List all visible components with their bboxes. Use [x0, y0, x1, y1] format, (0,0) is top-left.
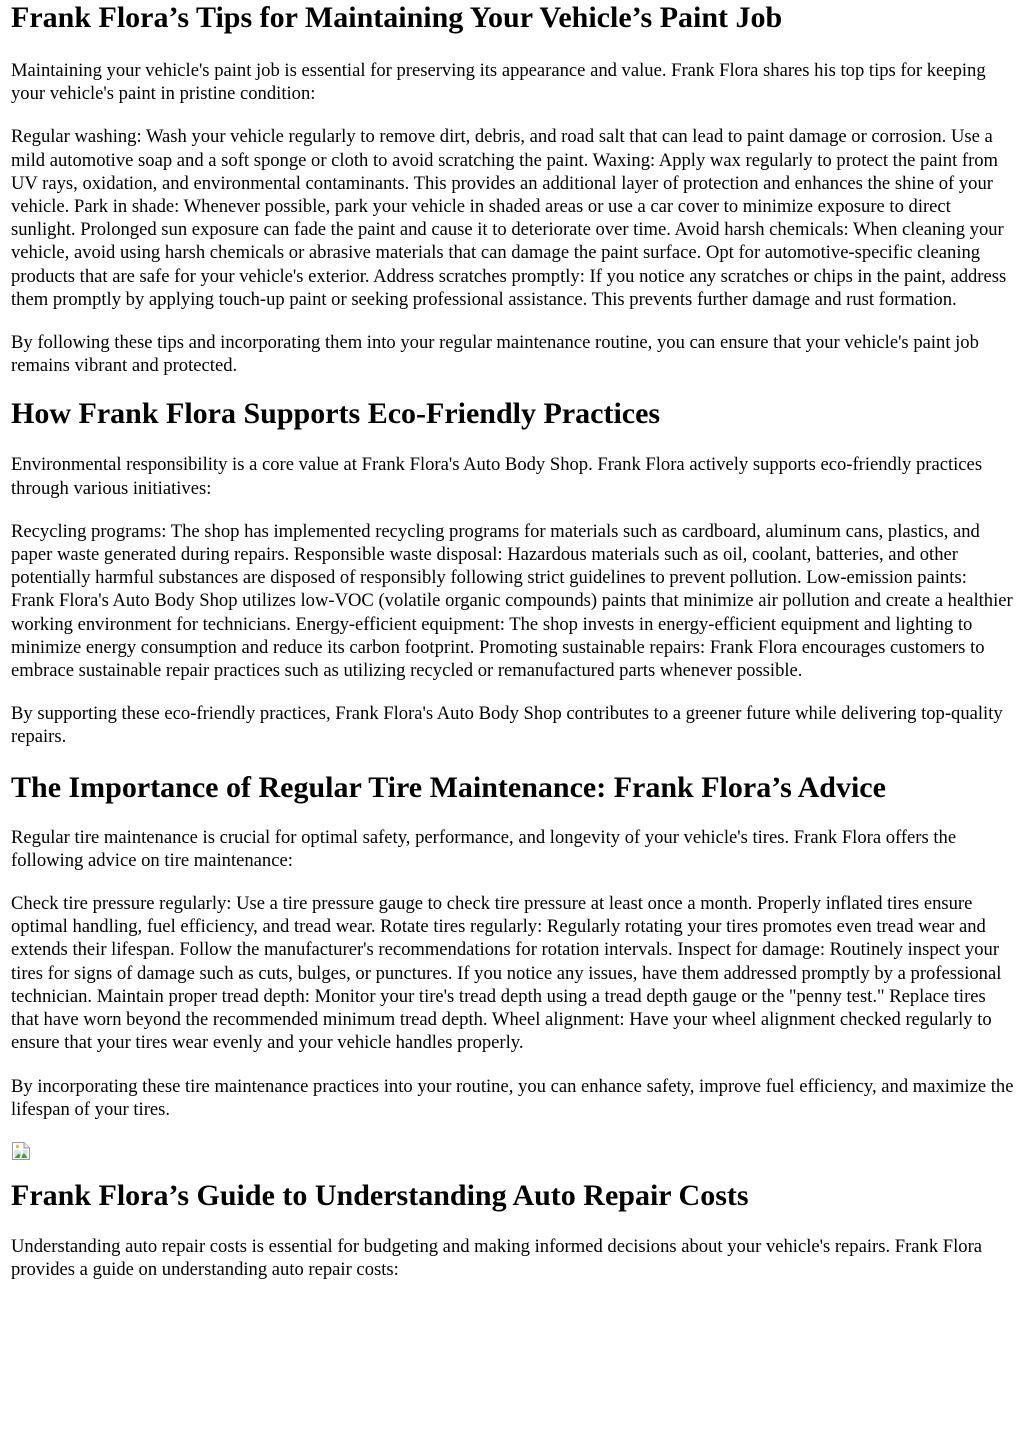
- paragraph-tire-advice: Check tire pressure regularly: Use a tire pressure gauge to check tire pressure at least once a month. Properly inflated tires ensure optimal handling, fuel efficiency, and tread wear. Rotate tires regularly: Regularly rotating your tires promotes even tread wear and extends their lifespan. Follow the manufacturer's recommendations for rotation intervals. Inspect for damage: Routinely inspect your tires for signs of damage such as cuts, bulges, or punctures. If you notice any issues, have them addressed promptly by a professional technician. Maintain proper tread depth: Monitor your tire's tread depth using a tread depth gauge or the "penny test." Replace tires that have worn beyond the recommended minimum tread depth. Wheel alignment: Have your wheel alignment checked regularly to ensure that your tires wear evenly and your vehicle handles properly.: [11, 893, 1002, 1054]
- paragraph-costs-intro: Understanding auto repair costs is essential for budgeting and making informed decisions about your vehicle's repairs. Frank Flora provides a guide on understanding auto repair costs:: [11, 1235, 983, 1281]
- heading-repair-costs: Frank Flora’s Guide to Understanding Auto Repair Costs: [11, 1178, 749, 1212]
- paragraph-paint-tips: Regular washing: Wash your vehicle regularly to remove dirt, debris, and road salt that can lead to paint damage or corrosion. Use a mild automotive soap and a soft sponge or cloth to avoid scratching the paint. Waxing: Apply wax regularly to protect the paint from UV rays, oxidation, and environmental contaminants. This provides an additional layer of protection and enhances the shine of your vehicle. Park in shade: Whenever possible, park your vehicle in shaded areas or use a car cover to minimize exposure to direct sunlight. Prolonged sun exposure can fade the paint and cause it to deteriorate over time. Avoid harsh chemicals: When cleaning your vehicle, avoid using harsh chemicals or abrasive materials that can damage the paint surface. Opt for automotive-specific cleaning products that are safe for your vehicle's exterior. Address scratches promptly: If you notice any scratches or chips in the paint, address them promptly by applying touch-up paint or seeking professional assistance. This prevents further damage and rust formation.: [11, 126, 1007, 310]
- paragraph-eco-outro: By supporting these eco-friendly practices, Frank Flora's Auto Body Shop contributes to a greener future while delivering top-quality repairs.: [11, 703, 1003, 748]
- paragraph-paint-outro: By following these tips and incorporating them into your regular maintenance routine, you can ensure that your vehicle's paint job remains vibrant and protected.: [11, 332, 979, 377]
- paragraph-paint-intro: Maintaining your vehicle's paint job is essential for preserving its appearance and value. Frank Flora shares his top tips for keeping your vehicle's paint in pristine condition:: [11, 60, 986, 105]
- paragraph-tire-intro: Regular tire maintenance is crucial for optimal safety, performance, and longevity of your vehicle's tires. Frank Flora offers the following advice on tire maintenance:: [11, 826, 957, 871]
- heading-tire-maintenance: The Importance of Regular Tire Maintenance: Frank Flora’s Advice: [11, 770, 886, 804]
- paragraph-tire-outro: By incorporating these tire maintenance practices into your routine, you can enhance safety, improve fuel efficiency, and maximize the lifespan of your tires.: [11, 1075, 1014, 1120]
- heading-eco-friendly: How Frank Flora Supports Eco-Friendly Practices: [11, 397, 661, 431]
- heading-paint-tips: Frank Flora’s Tips for Maintaining Your Vehicle’s Paint Job: [11, 1, 783, 34]
- broken-image-icon: [11, 1141, 31, 1161]
- paragraph-eco-initiatives: Recycling programs: The shop has implemented recycling programs for materials such as cardboard, aluminum cans, plastics, and paper waste generated during repairs. Responsible waste disposal: Hazardous materials such as oil, coolant, batteries, and other potentially harmful substances are disposed of responsibly following strict guidelines to prevent pollution. Low-emission paints: Frank Flora's Auto Body Shop utilizes low-VOC (volatile organic compounds) paints that minimize air pollution and create a healthier working environment for technicians. Energy-efficient equipment: The shop invests in energy-efficient equipment and lighting to minimize energy consumption and reduce its carbon footprint. Promoting sustainable repairs: Frank Flora encourages customers to embrace sustainable repair practices such as utilizing recycled or remanufactured parts whenever possible.: [11, 520, 1013, 682]
- paragraph-eco-intro: Environmental responsibility is a core value at Frank Flora's Auto Body Shop. Frank Flora actively supports eco-friendly practices through various initiatives:: [11, 454, 983, 499]
- article: [0, 1, 1024, 1281]
